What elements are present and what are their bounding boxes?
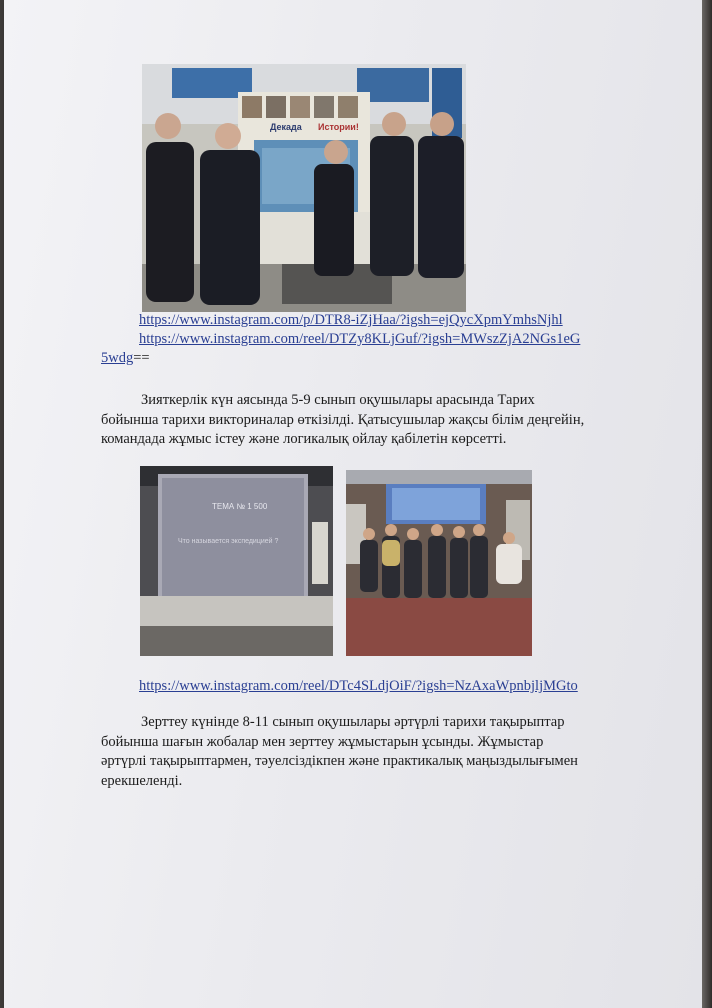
banner-right-text: Истории! [318, 122, 359, 132]
screen-title: ТЕМА № 1 500 [212, 502, 268, 511]
paragraph-research-line: әртүрлі тақырыптармен, тәуелсіздікпен және практикалық маңыздылығымен [101, 753, 578, 769]
photo-quiz-screen [140, 466, 333, 656]
photo-quiz-screen-image [140, 466, 333, 656]
paragraph-quiz-line: бойынша тарихи викториналар өткізілді. Қатысушылар жақсы білім деңгейін, [101, 411, 585, 428]
banner-left-text: Декада [270, 122, 302, 132]
photo-students-history-stand-image [142, 64, 466, 312]
paragraph-research-line: Зерттеу күнінде 8-11 сынып оқушылары әртүрлі тарихи тақырыптар [141, 714, 565, 730]
instagram-link-2[interactable]: https://www.instagram.com/reel/DTZy8KLjGuf/?igsh=MWszZjA2NGs1eG [139, 331, 581, 347]
document-page [4, 0, 702, 1008]
instagram-link-2-tail[interactable]: 5wdg [101, 350, 134, 366]
paragraph-quiz-line: Зияткерлік күн аясында 5-9 сынып оқушылары арасында Тарих [141, 392, 535, 408]
paragraph-research-line: ерекшеленді. [101, 772, 183, 789]
paragraph-research [101, 713, 578, 791]
instagram-link-3[interactable]: https://www.instagram.com/reel/DTc4SLdjOiF/?igsh=NzAxaWpnbjljMGto [139, 678, 578, 694]
photo-children-group-image [346, 470, 532, 656]
paragraph-quiz-line: командада жұмыс істеу және логикалық ойлау қабілетін көрсетті. [101, 431, 507, 447]
screen-question: Что называется экспедицией ? [178, 538, 279, 545]
instagram-link-2-continuation [101, 350, 150, 367]
instagram-link-2-suffix: == [133, 350, 150, 366]
paragraph-quiz [101, 391, 584, 450]
photo-students-history-stand [142, 64, 466, 312]
paragraph-research-line: бойынша шағын жобалар мен зерттеу жұмыстарын ұсынды. Жұмыстар [101, 733, 544, 750]
instagram-link-1[interactable]: https://www.instagram.com/p/DTR8-iZjHaa/?igsh=ejQycXpmYmhsNjhl [139, 312, 563, 328]
photo-children-group [346, 470, 532, 656]
page-edge-shadow [702, 0, 712, 1008]
